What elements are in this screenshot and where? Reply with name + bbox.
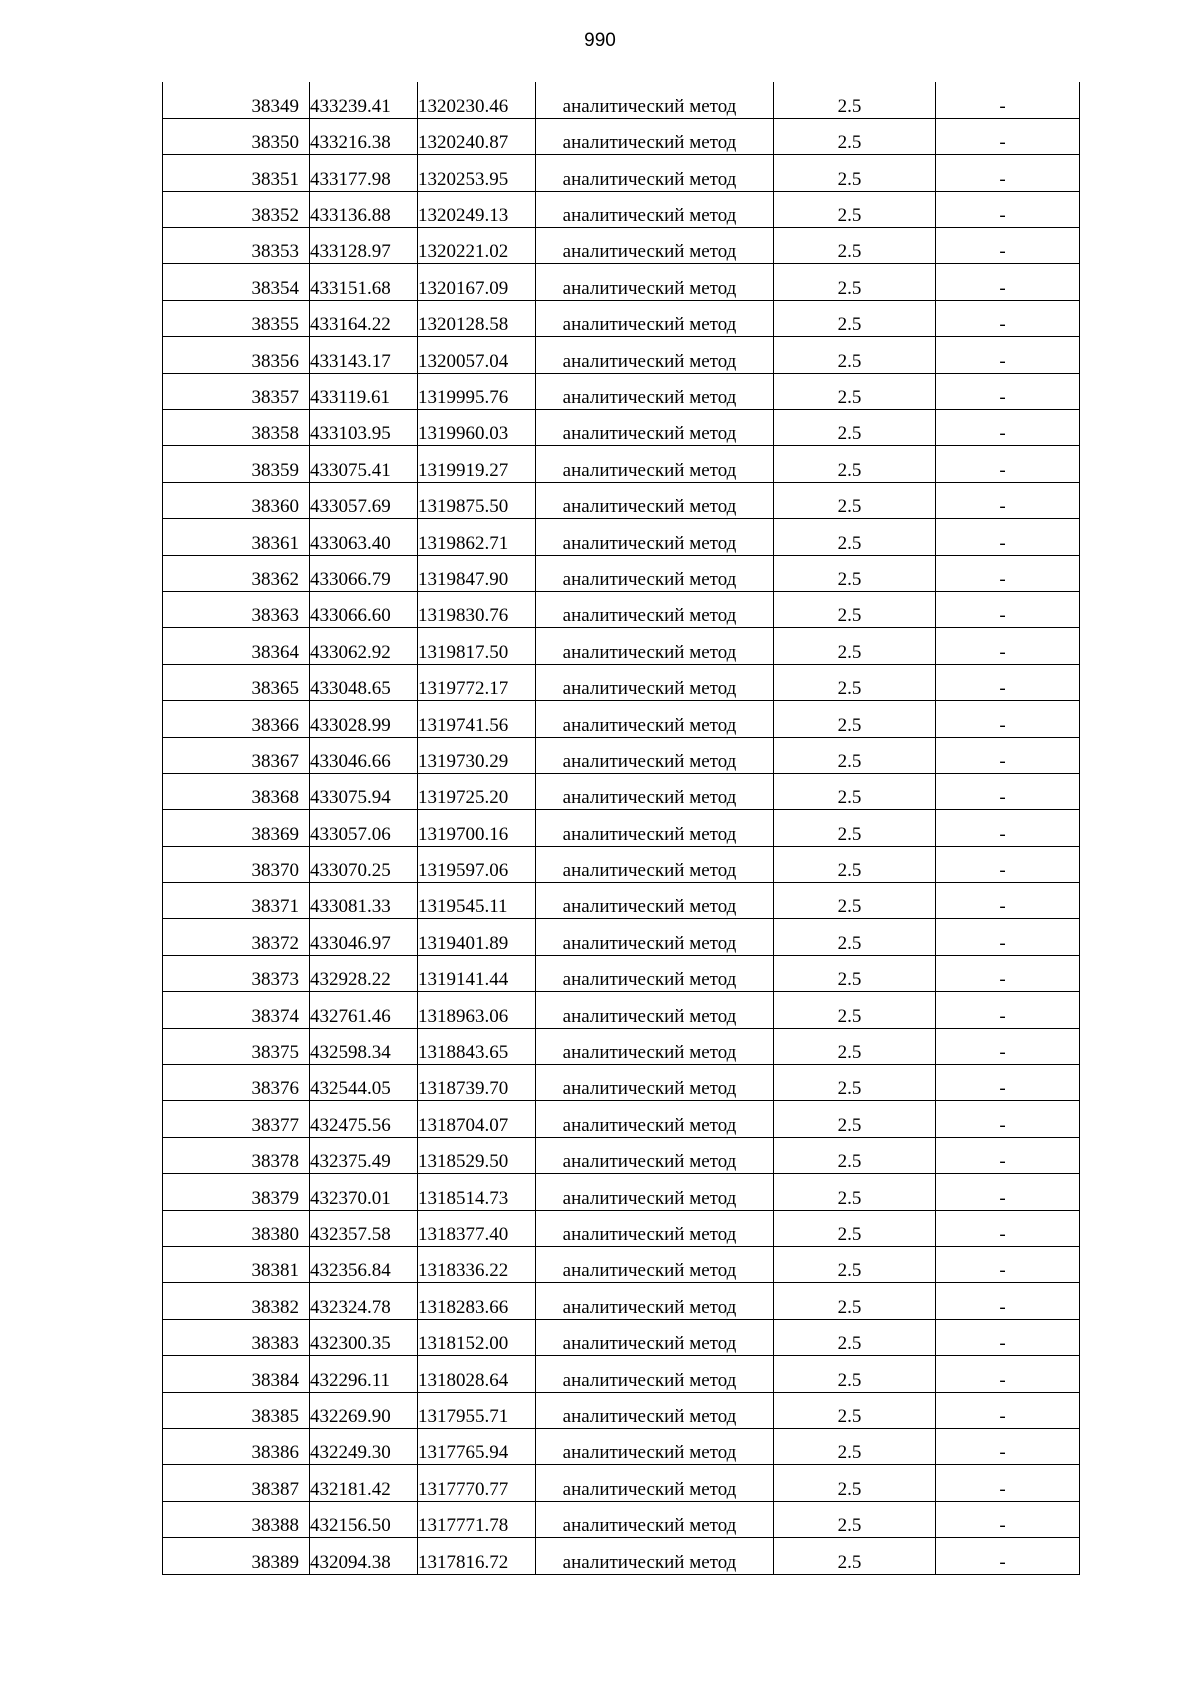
point-number-cell: 38376 — [163, 1065, 310, 1101]
point-number-cell: 38361 — [163, 519, 310, 555]
note-cell: - — [936, 410, 1080, 446]
y-coordinate-cell: 1319995.76 — [418, 373, 536, 409]
accuracy-cell: 2.5 — [774, 1247, 936, 1283]
table-row — [163, 118, 1080, 154]
note-cell: - — [936, 519, 1080, 555]
accuracy-cell: 2.5 — [774, 1101, 936, 1137]
point-number-cell: 38374 — [163, 992, 310, 1028]
note-cell: - — [936, 1210, 1080, 1246]
table-row — [163, 1210, 1080, 1246]
x-coordinate-cell: 433057.69 — [310, 482, 418, 518]
note-cell: - — [936, 1319, 1080, 1355]
accuracy-cell: 2.5 — [774, 1392, 936, 1428]
table-row — [163, 810, 1080, 846]
note-cell: - — [936, 373, 1080, 409]
table-row — [163, 1501, 1080, 1537]
method-cell: аналитический метод — [536, 846, 774, 882]
y-coordinate-cell: 1318963.06 — [418, 992, 536, 1028]
method-cell: аналитический метод — [536, 1538, 774, 1574]
accuracy-cell: 2.5 — [774, 883, 936, 919]
x-coordinate-cell: 432296.11 — [310, 1356, 418, 1392]
y-coordinate-cell: 1320253.95 — [418, 155, 536, 191]
y-coordinate-cell: 1317771.78 — [418, 1501, 536, 1537]
method-cell: аналитический метод — [536, 773, 774, 809]
table-row — [163, 410, 1080, 446]
x-coordinate-cell: 432475.56 — [310, 1101, 418, 1137]
x-coordinate-cell: 433081.33 — [310, 883, 418, 919]
point-number-cell: 38365 — [163, 664, 310, 700]
y-coordinate-cell: 1319772.17 — [418, 664, 536, 700]
note-cell: - — [936, 992, 1080, 1028]
note-cell: - — [936, 664, 1080, 700]
accuracy-cell: 2.5 — [774, 1174, 936, 1210]
x-coordinate-cell: 432094.38 — [310, 1538, 418, 1574]
point-number-cell: 38389 — [163, 1538, 310, 1574]
point-number-cell: 38358 — [163, 410, 310, 446]
x-coordinate-cell: 432356.84 — [310, 1247, 418, 1283]
y-coordinate-cell: 1317955.71 — [418, 1392, 536, 1428]
point-number-cell: 38364 — [163, 628, 310, 664]
y-coordinate-cell: 1319700.16 — [418, 810, 536, 846]
y-coordinate-cell: 1319847.90 — [418, 555, 536, 591]
x-coordinate-cell: 433075.94 — [310, 773, 418, 809]
x-coordinate-cell: 433103.95 — [310, 410, 418, 446]
y-coordinate-cell: 1319725.20 — [418, 773, 536, 809]
x-coordinate-cell: 432928.22 — [310, 955, 418, 991]
table-row — [163, 955, 1080, 991]
method-cell: аналитический метод — [536, 664, 774, 700]
table-row — [163, 519, 1080, 555]
note-cell: - — [936, 264, 1080, 300]
method-cell: аналитический метод — [536, 1028, 774, 1064]
table-row — [163, 1137, 1080, 1173]
accuracy-cell: 2.5 — [774, 1428, 936, 1464]
accuracy-cell: 2.5 — [774, 664, 936, 700]
note-cell: - — [936, 337, 1080, 373]
accuracy-cell: 2.5 — [774, 482, 936, 518]
note-cell: - — [936, 446, 1080, 482]
note-cell: - — [936, 228, 1080, 264]
note-cell: - — [936, 300, 1080, 336]
table-row — [163, 337, 1080, 373]
y-coordinate-cell: 1319875.50 — [418, 482, 536, 518]
y-coordinate-cell: 1318152.00 — [418, 1319, 536, 1355]
table-row — [163, 992, 1080, 1028]
note-cell: - — [936, 1392, 1080, 1428]
accuracy-cell: 2.5 — [774, 118, 936, 154]
method-cell: аналитический метод — [536, 482, 774, 518]
accuracy-cell: 2.5 — [774, 155, 936, 191]
table-row — [163, 1319, 1080, 1355]
x-coordinate-cell: 432249.30 — [310, 1428, 418, 1464]
note-cell: - — [936, 955, 1080, 991]
y-coordinate-cell: 1319862.71 — [418, 519, 536, 555]
point-number-cell: 38357 — [163, 373, 310, 409]
note-cell: - — [936, 1137, 1080, 1173]
method-cell: аналитический метод — [536, 883, 774, 919]
accuracy-cell: 2.5 — [774, 992, 936, 1028]
table-row — [163, 228, 1080, 264]
method-cell: аналитический метод — [536, 1501, 774, 1537]
accuracy-cell: 2.5 — [774, 1283, 936, 1319]
x-coordinate-cell: 433164.22 — [310, 300, 418, 336]
method-cell: аналитический метод — [536, 228, 774, 264]
y-coordinate-cell: 1319401.89 — [418, 919, 536, 955]
table-row — [163, 82, 1080, 118]
y-coordinate-cell: 1320167.09 — [418, 264, 536, 300]
table-row — [163, 1174, 1080, 1210]
y-coordinate-cell: 1320249.13 — [418, 191, 536, 227]
table-row — [163, 155, 1080, 191]
note-cell: - — [936, 883, 1080, 919]
accuracy-cell: 2.5 — [774, 410, 936, 446]
x-coordinate-cell: 433048.65 — [310, 664, 418, 700]
method-cell: аналитический метод — [536, 955, 774, 991]
table-row — [163, 1465, 1080, 1501]
note-cell: - — [936, 846, 1080, 882]
note-cell: - — [936, 482, 1080, 518]
point-number-cell: 38372 — [163, 919, 310, 955]
y-coordinate-cell: 1318377.40 — [418, 1210, 536, 1246]
method-cell: аналитический метод — [536, 82, 774, 118]
point-number-cell: 38378 — [163, 1137, 310, 1173]
accuracy-cell: 2.5 — [774, 1501, 936, 1537]
x-coordinate-cell: 433062.92 — [310, 628, 418, 664]
note-cell: - — [936, 1247, 1080, 1283]
note-cell: - — [936, 1065, 1080, 1101]
table-row — [163, 1101, 1080, 1137]
x-coordinate-cell: 432761.46 — [310, 992, 418, 1028]
point-number-cell: 38354 — [163, 264, 310, 300]
point-number-cell: 38353 — [163, 228, 310, 264]
table-body — [163, 82, 1080, 1574]
point-number-cell: 38387 — [163, 1465, 310, 1501]
table-row — [163, 1283, 1080, 1319]
x-coordinate-cell: 433075.41 — [310, 446, 418, 482]
accuracy-cell: 2.5 — [774, 1319, 936, 1355]
note-cell: - — [936, 1501, 1080, 1537]
method-cell: аналитический метод — [536, 992, 774, 1028]
note-cell: - — [936, 555, 1080, 591]
x-coordinate-cell: 432269.90 — [310, 1392, 418, 1428]
accuracy-cell: 2.5 — [774, 1137, 936, 1173]
note-cell: - — [936, 810, 1080, 846]
accuracy-cell: 2.5 — [774, 555, 936, 591]
y-coordinate-cell: 1318283.66 — [418, 1283, 536, 1319]
accuracy-cell: 2.5 — [774, 300, 936, 336]
accuracy-cell: 2.5 — [774, 1356, 936, 1392]
method-cell: аналитический метод — [536, 1065, 774, 1101]
x-coordinate-cell: 432324.78 — [310, 1283, 418, 1319]
y-coordinate-cell: 1318514.73 — [418, 1174, 536, 1210]
table-row — [163, 1428, 1080, 1464]
method-cell: аналитический метод — [536, 591, 774, 627]
table-row — [163, 482, 1080, 518]
x-coordinate-cell: 433070.25 — [310, 846, 418, 882]
accuracy-cell: 2.5 — [774, 1065, 936, 1101]
accuracy-cell: 2.5 — [774, 1028, 936, 1064]
method-cell: аналитический метод — [536, 701, 774, 737]
method-cell: аналитический метод — [536, 373, 774, 409]
y-coordinate-cell: 1320240.87 — [418, 118, 536, 154]
point-number-cell: 38377 — [163, 1101, 310, 1137]
x-coordinate-cell: 433128.97 — [310, 228, 418, 264]
x-coordinate-cell: 433239.41 — [310, 82, 418, 118]
x-coordinate-cell: 433028.99 — [310, 701, 418, 737]
method-cell: аналитический метод — [536, 1283, 774, 1319]
y-coordinate-cell: 1318843.65 — [418, 1028, 536, 1064]
y-coordinate-cell: 1319960.03 — [418, 410, 536, 446]
x-coordinate-cell: 433066.79 — [310, 555, 418, 591]
table-row — [163, 264, 1080, 300]
method-cell: аналитический метод — [536, 919, 774, 955]
note-cell: - — [936, 773, 1080, 809]
point-number-cell: 38363 — [163, 591, 310, 627]
method-cell: аналитический метод — [536, 1101, 774, 1137]
accuracy-cell: 2.5 — [774, 373, 936, 409]
method-cell: аналитический метод — [536, 300, 774, 336]
point-number-cell: 38383 — [163, 1319, 310, 1355]
note-cell: - — [936, 737, 1080, 773]
point-number-cell: 38351 — [163, 155, 310, 191]
x-coordinate-cell: 432300.35 — [310, 1319, 418, 1355]
table-row — [163, 737, 1080, 773]
accuracy-cell: 2.5 — [774, 519, 936, 555]
accuracy-cell: 2.5 — [774, 773, 936, 809]
note-cell: - — [936, 1101, 1080, 1137]
y-coordinate-cell: 1320057.04 — [418, 337, 536, 373]
x-coordinate-cell: 433119.61 — [310, 373, 418, 409]
method-cell: аналитический метод — [536, 1174, 774, 1210]
table-row — [163, 664, 1080, 700]
method-cell: аналитический метод — [536, 1137, 774, 1173]
method-cell: аналитический метод — [536, 337, 774, 373]
point-number-cell: 38371 — [163, 883, 310, 919]
point-number-cell: 38386 — [163, 1428, 310, 1464]
page-number: 990 — [584, 30, 616, 51]
x-coordinate-cell: 433136.88 — [310, 191, 418, 227]
accuracy-cell: 2.5 — [774, 264, 936, 300]
method-cell: аналитический метод — [536, 1465, 774, 1501]
x-coordinate-cell: 432181.42 — [310, 1465, 418, 1501]
accuracy-cell: 2.5 — [774, 446, 936, 482]
method-cell: аналитический метод — [536, 410, 774, 446]
note-cell: - — [936, 1283, 1080, 1319]
accuracy-cell: 2.5 — [774, 919, 936, 955]
method-cell: аналитический метод — [536, 1319, 774, 1355]
point-number-cell: 38385 — [163, 1392, 310, 1428]
x-coordinate-cell: 433066.60 — [310, 591, 418, 627]
method-cell: аналитический метод — [536, 628, 774, 664]
y-coordinate-cell: 1319919.27 — [418, 446, 536, 482]
table-row — [163, 373, 1080, 409]
y-coordinate-cell: 1319817.50 — [418, 628, 536, 664]
note-cell: - — [936, 1356, 1080, 1392]
table-row — [163, 773, 1080, 809]
method-cell: аналитический метод — [536, 1392, 774, 1428]
accuracy-cell: 2.5 — [774, 628, 936, 664]
x-coordinate-cell: 432375.49 — [310, 1137, 418, 1173]
accuracy-cell: 2.5 — [774, 1538, 936, 1574]
y-coordinate-cell: 1320128.58 — [418, 300, 536, 336]
table-row — [163, 191, 1080, 227]
x-coordinate-cell: 432370.01 — [310, 1174, 418, 1210]
accuracy-cell: 2.5 — [774, 701, 936, 737]
y-coordinate-cell: 1317816.72 — [418, 1538, 536, 1574]
note-cell: - — [936, 1538, 1080, 1574]
table-row — [163, 1028, 1080, 1064]
table-row — [163, 591, 1080, 627]
note-cell: - — [936, 919, 1080, 955]
note-cell: - — [936, 118, 1080, 154]
point-number-cell: 38379 — [163, 1174, 310, 1210]
accuracy-cell: 2.5 — [774, 591, 936, 627]
point-number-cell: 38373 — [163, 955, 310, 991]
point-number-cell: 38367 — [163, 737, 310, 773]
accuracy-cell: 2.5 — [774, 810, 936, 846]
note-cell: - — [936, 1174, 1080, 1210]
x-coordinate-cell: 433046.97 — [310, 919, 418, 955]
x-coordinate-cell: 433216.38 — [310, 118, 418, 154]
y-coordinate-cell: 1319141.44 — [418, 955, 536, 991]
point-number-cell: 38350 — [163, 118, 310, 154]
y-coordinate-cell: 1318739.70 — [418, 1065, 536, 1101]
table-row — [163, 846, 1080, 882]
y-coordinate-cell: 1319741.56 — [418, 701, 536, 737]
method-cell: аналитический метод — [536, 1247, 774, 1283]
table-row — [163, 446, 1080, 482]
accuracy-cell: 2.5 — [774, 191, 936, 227]
x-coordinate-cell: 432156.50 — [310, 1501, 418, 1537]
point-number-cell: 38375 — [163, 1028, 310, 1064]
point-number-cell: 38356 — [163, 337, 310, 373]
x-coordinate-cell: 433143.17 — [310, 337, 418, 373]
point-number-cell: 38360 — [163, 482, 310, 518]
x-coordinate-cell: 433177.98 — [310, 155, 418, 191]
y-coordinate-cell: 1320221.02 — [418, 228, 536, 264]
y-coordinate-cell: 1320230.46 — [418, 82, 536, 118]
note-cell: - — [936, 591, 1080, 627]
x-coordinate-cell: 433057.06 — [310, 810, 418, 846]
y-coordinate-cell: 1318529.50 — [418, 1137, 536, 1173]
x-coordinate-cell: 433063.40 — [310, 519, 418, 555]
point-number-cell: 38359 — [163, 446, 310, 482]
point-number-cell: 38366 — [163, 701, 310, 737]
table-row — [163, 1247, 1080, 1283]
table-row — [163, 919, 1080, 955]
method-cell: аналитический метод — [536, 446, 774, 482]
note-cell: - — [936, 1028, 1080, 1064]
x-coordinate-cell: 432598.34 — [310, 1028, 418, 1064]
note-cell: - — [936, 628, 1080, 664]
y-coordinate-cell: 1318336.22 — [418, 1247, 536, 1283]
method-cell: аналитический метод — [536, 810, 774, 846]
accuracy-cell: 2.5 — [774, 1210, 936, 1246]
method-cell: аналитический метод — [536, 555, 774, 591]
method-cell: аналитический метод — [536, 1428, 774, 1464]
point-number-cell: 38370 — [163, 846, 310, 882]
accuracy-cell: 2.5 — [774, 737, 936, 773]
point-number-cell: 38362 — [163, 555, 310, 591]
point-number-cell: 38388 — [163, 1501, 310, 1537]
y-coordinate-cell: 1319830.76 — [418, 591, 536, 627]
method-cell: аналитический метод — [536, 155, 774, 191]
accuracy-cell: 2.5 — [774, 82, 936, 118]
table-row — [163, 555, 1080, 591]
y-coordinate-cell: 1318028.64 — [418, 1356, 536, 1392]
accuracy-cell: 2.5 — [774, 337, 936, 373]
y-coordinate-cell: 1317765.94 — [418, 1428, 536, 1464]
accuracy-cell: 2.5 — [774, 955, 936, 991]
point-number-cell: 38368 — [163, 773, 310, 809]
y-coordinate-cell: 1318704.07 — [418, 1101, 536, 1137]
x-coordinate-cell: 433046.66 — [310, 737, 418, 773]
table-row — [163, 1392, 1080, 1428]
note-cell: - — [936, 1428, 1080, 1464]
accuracy-cell: 2.5 — [774, 1465, 936, 1501]
point-number-cell: 38384 — [163, 1356, 310, 1392]
y-coordinate-cell: 1319597.06 — [418, 846, 536, 882]
table-row — [163, 300, 1080, 336]
method-cell: аналитический метод — [536, 1210, 774, 1246]
point-number-cell: 38382 — [163, 1283, 310, 1319]
table-row — [163, 701, 1080, 737]
y-coordinate-cell: 1319730.29 — [418, 737, 536, 773]
table-row — [163, 628, 1080, 664]
method-cell: аналитический метод — [536, 191, 774, 227]
note-cell: - — [936, 191, 1080, 227]
method-cell: аналитический метод — [536, 118, 774, 154]
point-number-cell: 38349 — [163, 82, 310, 118]
method-cell: аналитический метод — [536, 737, 774, 773]
method-cell: аналитический метод — [536, 1356, 774, 1392]
table-row — [163, 1538, 1080, 1574]
table-row — [163, 1356, 1080, 1392]
point-number-cell: 38352 — [163, 191, 310, 227]
x-coordinate-cell: 432544.05 — [310, 1065, 418, 1101]
x-coordinate-cell: 432357.58 — [310, 1210, 418, 1246]
point-number-cell: 38369 — [163, 810, 310, 846]
note-cell: - — [936, 155, 1080, 191]
note-cell: - — [936, 701, 1080, 737]
y-coordinate-cell: 1317770.77 — [418, 1465, 536, 1501]
table-row — [163, 1065, 1080, 1101]
method-cell: аналитический метод — [536, 264, 774, 300]
point-number-cell: 38381 — [163, 1247, 310, 1283]
point-number-cell: 38355 — [163, 300, 310, 336]
x-coordinate-cell: 433151.68 — [310, 264, 418, 300]
note-cell: - — [936, 1465, 1080, 1501]
table-row — [163, 883, 1080, 919]
method-cell: аналитический метод — [536, 519, 774, 555]
accuracy-cell: 2.5 — [774, 228, 936, 264]
accuracy-cell: 2.5 — [774, 846, 936, 882]
y-coordinate-cell: 1319545.11 — [418, 883, 536, 919]
note-cell: - — [936, 82, 1080, 118]
point-number-cell: 38380 — [163, 1210, 310, 1246]
coordinates-table — [162, 82, 1080, 1575]
